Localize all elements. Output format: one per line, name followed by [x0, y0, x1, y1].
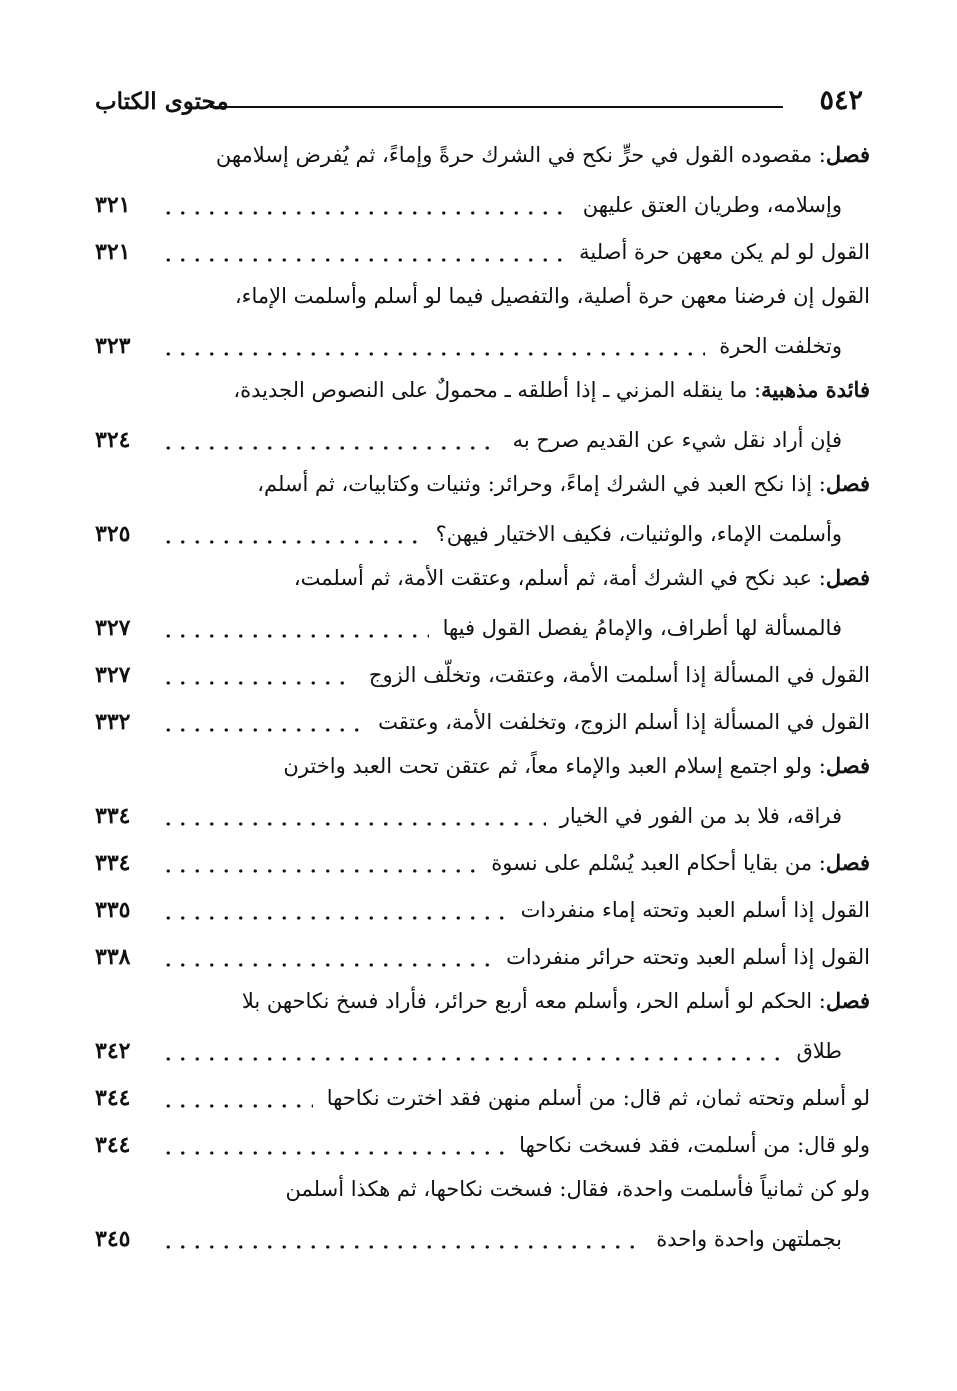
toc-entry-text: القول إذا أسلم العبد وتحته حرائر منفردات	[506, 945, 870, 969]
toc-entry	[95, 229, 870, 276]
toc-entry-first-line: فائدة مذهبية: ما ينقله المزني ـ إذا أطلقه ـ محمولٌ على النصوص الجديدة،	[233, 377, 870, 402]
dot-leader	[161, 1054, 782, 1064]
toc-entry-label: فائدة مذهبية	[761, 377, 870, 402]
toc-entry	[95, 558, 870, 652]
toc-entry-first-line	[95, 1169, 870, 1216]
toc-page-number: ٣٣٢	[95, 709, 131, 735]
dot-leader	[161, 1242, 642, 1252]
toc-entry-label: فصل	[825, 565, 870, 590]
toc-entry	[95, 464, 870, 558]
toc-entry-leader-line	[95, 417, 870, 464]
toc-page-number: ٣٢١	[95, 192, 131, 218]
toc-entry-leader-line	[95, 1075, 870, 1122]
toc-page-number: ٣٣٨	[95, 944, 131, 970]
toc-page-number: ٣٣٤	[95, 850, 131, 876]
toc-entry-first-line	[95, 276, 870, 323]
toc-entry	[95, 276, 870, 370]
toc-entry	[95, 699, 870, 746]
toc-entry-leader-line	[95, 934, 870, 981]
toc-entry-leader-line	[95, 1028, 870, 1075]
toc-entry-leader-line	[95, 323, 870, 370]
toc-entry-label: فصل	[825, 471, 870, 496]
toc-entry	[95, 370, 870, 464]
toc-entry	[95, 1075, 870, 1122]
toc-entry-leader-line: فصل: من بقايا أحكام العبد يُسْلم على نسوة ٣٣٤	[95, 840, 870, 887]
dot-leader	[161, 537, 422, 547]
toc-entry-leader-line	[95, 1216, 870, 1263]
toc-entry-first-line: فصل: مقصوده القول في حرٍّ نكح في الشرك حرةً وإماءً، ثم يُفرض إسلامهن	[215, 142, 870, 167]
toc-entry	[95, 1122, 870, 1169]
page-header	[95, 84, 863, 124]
toc-entry-first-line: فصل: إذا نكح العبد في الشرك إماءً، وحرائر: وثنيات وكتابيات، ثم أسلم،	[257, 471, 870, 496]
dot-leader	[161, 960, 492, 970]
toc-entry	[95, 934, 870, 981]
toc-entry	[95, 887, 870, 934]
toc-entry-text: القول في المسألة إذا أسلمت الأمة، وعتقت، وتخلّف الزوج	[368, 663, 870, 687]
dot-leader	[161, 443, 499, 453]
toc-entry-text: ولو اجتمع إسلام العبد والإماء معاً، ثم عتقن تحت العبد واخترن	[283, 754, 813, 778]
toc-entry-text: القول في المسألة إذا أسلم الزوج، وتخلفت الأمة، وعتقت	[378, 710, 870, 734]
toc-entry-first-line: فصل: ولو اجتمع إسلام العبد والإماء معاً، ثم عتقن تحت العبد واخترن	[283, 753, 870, 778]
toc-entry-label: فصل	[825, 850, 870, 875]
table-of-contents	[95, 135, 870, 1263]
toc-entry-text: وأسلمت الإماء، والوثنيات، فكيف الاختيار فيهن؟	[435, 522, 842, 546]
header-rule	[210, 106, 783, 108]
toc-entry-leader-line	[95, 1122, 870, 1169]
dot-leader	[161, 1148, 505, 1158]
toc-page-number: ٣٤٥	[95, 1226, 131, 1252]
toc-page-number: ٣٢٧	[95, 662, 131, 688]
dot-leader	[161, 819, 546, 829]
toc-entry-text: طلاق	[796, 1039, 842, 1063]
toc-entry-text: بجملتهن واحدة واحدة	[656, 1227, 842, 1251]
toc-entry-text: الحكم لو أسلم الحر، وأسلم معه أربع حرائر، فأراد فسخ نكاحهن بلا	[241, 989, 813, 1013]
toc-entry-text: مقصوده القول في حرٍّ نكح في الشرك حرةً وإماءً، ثم يُفرض إسلامهن	[215, 143, 813, 167]
dot-leader	[161, 678, 355, 688]
toc-entry-first-line: فصل: الحكم لو أسلم الحر، وأسلم معه أربع حرائر، فأراد فسخ نكاحهن بلا	[241, 988, 870, 1013]
toc-entry-leader-line	[95, 182, 870, 229]
toc-page-number: ٣٢٣	[95, 333, 131, 359]
toc-entry	[95, 981, 870, 1075]
toc-entry-text: القول لو لم يكن معهن حرة أصلية	[579, 240, 870, 264]
toc-entry-text: فإن أراد نقل شيء عن القديم صرح به	[512, 428, 842, 452]
dot-leader	[161, 725, 364, 735]
toc-entry-leader-line	[95, 793, 870, 840]
toc-entry-text: عبد نكح في الشرك أمة، ثم أسلم، وعتقت الأمة، ثم أسلمت،	[293, 566, 813, 590]
dot-leader	[161, 1101, 313, 1111]
toc-entry-text: إذا نكح العبد في الشرك إماءً، وحرائر: وثنيات وكتابيات، ثم أسلم،	[257, 472, 813, 496]
toc-page-number: ٣٣٥	[95, 897, 131, 923]
page-number: ٥٤٢	[819, 85, 863, 116]
toc-entry-text: من بقايا أحكام العبد يُسْلم على نسوة	[491, 851, 813, 875]
toc-entry	[95, 135, 870, 229]
dot-leader	[161, 913, 507, 923]
toc-entry-text: وإسلامه، وطريان العتق عليهن	[582, 193, 842, 217]
toc-entry-leader-line	[95, 229, 870, 276]
dot-leader	[161, 208, 569, 218]
dot-leader	[161, 631, 429, 641]
toc-entry	[95, 746, 870, 840]
toc-entry-text: فراقه، فلا بد من الفور في الخيار	[559, 804, 842, 828]
toc-page-number: ٣٣٤	[95, 803, 131, 829]
toc-entry-leader-line	[95, 605, 870, 652]
toc-page-number: ٣٢١	[95, 239, 131, 265]
toc-entry-text: ولو قال: من أسلمت، فقد فسخت نكاحها	[519, 1133, 870, 1157]
toc-entry	[95, 652, 870, 699]
toc-page-number: ٣٤٤	[95, 1085, 131, 1111]
toc-page-number: ٣٢٥	[95, 521, 131, 547]
toc-page-number: ٣٢٧	[95, 615, 131, 641]
toc-entry-text: ولو كن ثمانياً فأسلمت واحدة، فقال: فسخت نكاحها، ثم هكذا أسلمن	[285, 1177, 870, 1201]
toc-entry	[95, 840, 870, 887]
dot-leader	[161, 866, 477, 876]
toc-entry-text: القول إذا أسلم العبد وتحته إماء منفردات	[520, 898, 870, 922]
toc-entry-leader-line	[95, 887, 870, 934]
running-title: محتوى الكتاب	[95, 88, 229, 115]
toc-page-number: ٣٤٢	[95, 1038, 131, 1064]
toc-entry-label: فصل	[825, 753, 870, 778]
toc-entry	[95, 1169, 870, 1263]
toc-entry-leader-line	[95, 699, 870, 746]
dot-leader	[161, 349, 705, 359]
toc-entry-text: لو أسلم وتحته ثمان، ثم قال: من أسلم منهن فقد اخترت نكاحها	[326, 1086, 870, 1110]
toc-entry-text: القول إن فرضنا معهن حرة أصلية، والتفصيل فيما لو أسلم وأسلمت الإماء،	[234, 284, 870, 308]
dot-leader	[161, 255, 565, 265]
toc-entry-leader-line	[95, 652, 870, 699]
toc-page-number: ٣٢٤	[95, 427, 131, 453]
toc-page-number: ٣٤٤	[95, 1132, 131, 1158]
toc-entry-label: فصل	[825, 142, 870, 167]
toc-entry-text: وتخلفت الحرة	[719, 334, 842, 358]
toc-entry-label: فصل	[825, 988, 870, 1013]
toc-entry-first-line: فصل: عبد نكح في الشرك أمة، ثم أسلم، وعتقت الأمة، ثم أسلمت،	[293, 565, 870, 590]
toc-entry-text: ما ينقله المزني ـ إذا أطلقه ـ محمولٌ على النصوص الجديدة،	[233, 378, 748, 402]
toc-entry-leader-line	[95, 511, 870, 558]
toc-entry-text: فالمسألة لها أطراف، والإمامُ يفصل القول فيها	[442, 616, 842, 640]
